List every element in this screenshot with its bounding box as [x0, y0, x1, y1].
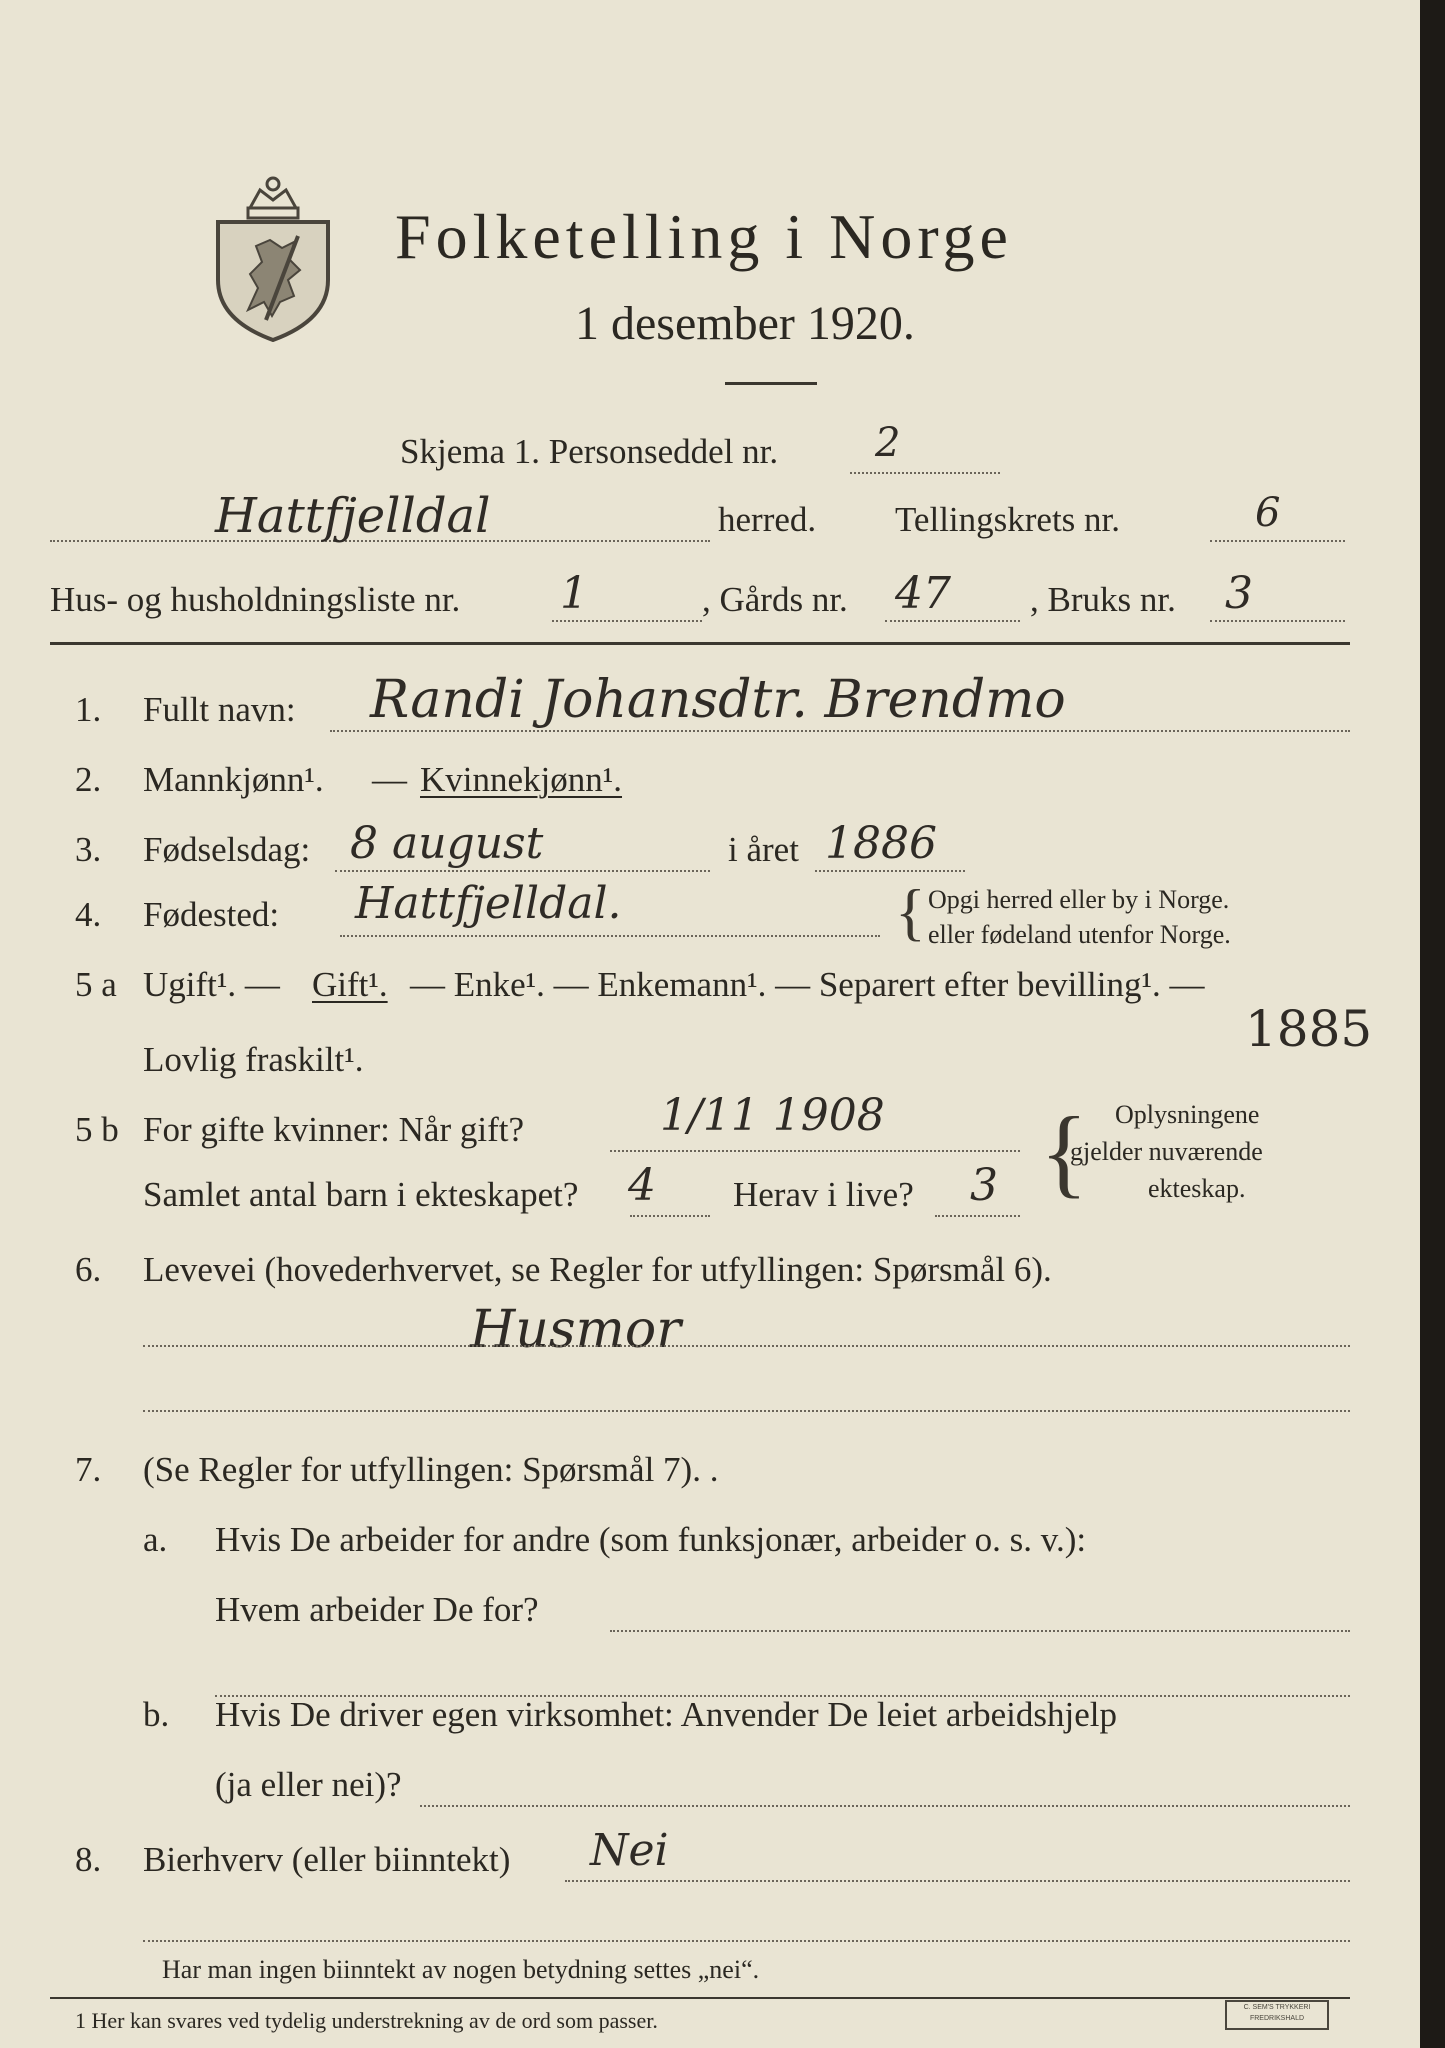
household-value[interactable]: 1: [560, 568, 588, 619]
q8-side-income[interactable]: Nei: [590, 1825, 669, 1876]
q1-label: Fullt navn:: [143, 690, 296, 729]
q3-number: 3.: [75, 830, 102, 869]
holding-value-line: [1210, 620, 1345, 622]
q5b-children-label: Samlet antal barn i ekteskapet?: [143, 1175, 579, 1214]
farm-label: , Gårds nr.: [702, 580, 848, 619]
q5b-number: 5 b: [75, 1110, 119, 1149]
q2-number: 2.: [75, 760, 102, 799]
q7a-letter: a.: [143, 1520, 168, 1559]
scan-edge: [1420, 0, 1445, 2048]
q8-line: [565, 1880, 1350, 1882]
q5b-marriage-date[interactable]: 1/11 1908: [660, 1090, 885, 1141]
footnote: 1 Her kan svares ved tydelig understrekning av de ord som passer.: [75, 2008, 658, 2033]
q7a-employer-line: [610, 1630, 1350, 1632]
q2-female-option[interactable]: Kvinnekjønn¹.: [420, 760, 623, 799]
q5b-children-line: [630, 1215, 710, 1217]
q7b-letter: b.: [143, 1695, 170, 1734]
schema-label: Skjema 1. Personseddel nr.: [400, 432, 779, 471]
q1-full-name[interactable]: Randi Johansdtr. Brendmo: [370, 670, 1066, 730]
district-label: Tellingskrets nr.: [895, 500, 1121, 539]
q4-label: Fødested:: [143, 895, 280, 934]
census-date: 1 desember 1920.: [575, 297, 915, 350]
q5b-label: For gifte kvinner: Når gift?: [143, 1110, 525, 1149]
title-divider: [725, 382, 817, 385]
q7a-label: Hvis De arbeider for andre (som funksjonær, arbeider o. s. v.):: [215, 1520, 1087, 1559]
q3-birthday[interactable]: 8 august: [350, 818, 544, 869]
q3-year-label: i året: [728, 830, 799, 869]
census-form-sheet: Folketelling i Norge 1 desember 1920. Skjema 1. Personseddel nr. 2 Hattfjelldal herred. Tellingskrets nr. 6 Hus- og husholdningsliste nr. 1 , Gårds nr. 47 , Bruks nr. 3 1. Fullt navn: Randi Johansdtr. Brendmo 2. Mannkjønn¹. — Kvinnekjønn¹. 3. Fødselsdag: 8 august i året 1886 4. Fødested: Hattfjelldal. { Opgi herred eller by i Norge. eller fødeland utenfor Norge. 5 a Ugift¹. — Gift¹. — Enke¹. — Enkemann¹. — Separert efter bevilling¹. — Lovlig fraskilt¹. 1885 5 b For gifte kvinner: Når gift? 1/11 1908 Samlet antal barn i ekteskapet? 4 Herav i live? 3 { Oplysningene gjelder nuværende ekteskap. 6. Levevei (hovederhvervet, se Regler for utfyllingen: Spørsmål 6). Husmor 7. (Se Regler for utfyllingen: Spørsmål 7). . a. Hvis De arbeider for andre (som funksjonær, arbeider o. s. v.): Hvem arbeider De for? b. Hvis De driver egen virksomhet: Anvender De leiet arbeidshjelp (ja eller nei)? 8. Bierhverv (eller biinntekt) Nei Har man ingen biinntekt av nogen betydning settes „nei“. 1 Her kan svares ved tydelig understrekning av de ord som passer. C. SEM'S TRYKKERI FREDRIKSHALD: [0, 0, 1420, 2048]
q6-line1: [143, 1345, 1350, 1347]
q1-line: [330, 730, 1350, 732]
q2-separator: —: [372, 760, 407, 799]
holding-value[interactable]: 3: [1225, 568, 1253, 619]
farm-value[interactable]: 47: [895, 568, 951, 619]
q4-birthplace[interactable]: Hattfjelldal.: [355, 878, 622, 929]
district-value-line: [1210, 540, 1345, 542]
q4-line: [340, 935, 880, 937]
q5a-divorced-option[interactable]: Lovlig fraskilt¹.: [143, 1040, 364, 1079]
norwegian-coat-of-arms-icon: [210, 170, 336, 342]
footer-divider: [50, 1997, 1350, 1999]
q6-label: Levevei (hovederhvervet, se Regler for utfyllingen: Spørsmål 6).: [143, 1250, 1052, 1289]
q7b-label: Hvis De driver egen virksomhet: Anvender De leiet arbeidshjelp: [215, 1695, 1117, 1734]
q3-line: [335, 870, 710, 872]
q5b-alive-count[interactable]: 3: [970, 1160, 998, 1211]
q4-number: 4.: [75, 895, 102, 934]
q5b-alive-line: [935, 1215, 1020, 1217]
q5a-other-options[interactable]: — Enke¹. — Enkemann¹. — Separert efter bevilling¹. —: [410, 965, 1205, 1004]
household-value-line: [552, 620, 702, 622]
q7-label: (Se Regler for utfyllingen: Spørsmål 7). .: [143, 1450, 719, 1489]
q7a-employer-label: Hvem arbeider De for?: [215, 1590, 539, 1629]
district-value[interactable]: 6: [1255, 490, 1281, 536]
q7b-yes-no-label: (ja eller nei)?: [215, 1765, 402, 1804]
q7b-answer-line: [420, 1805, 1350, 1807]
q4-note-line1: Opgi herred eller by i Norge.: [928, 885, 1230, 914]
q5b-note-line3: ekteskap.: [1148, 1174, 1246, 1203]
q5a-number: 5 a: [75, 965, 117, 1004]
form-title: Folketelling i Norge: [395, 201, 1013, 272]
q6-occupation[interactable]: Husmor: [470, 1300, 681, 1360]
q5a-margin-note: 1885: [1245, 1000, 1373, 1058]
schema-value-line: [850, 472, 1000, 474]
q5b-alive-label: Herav i live?: [733, 1175, 914, 1214]
schema-value[interactable]: 2: [875, 420, 901, 466]
q8-line2: [143, 1940, 1350, 1942]
municipality-label: herred.: [718, 500, 817, 539]
q5b-note-line2: gjelder nuværende: [1070, 1137, 1263, 1166]
q5a-unmarried-option[interactable]: Ugift¹. —: [143, 965, 280, 1004]
q5b-note-line1: Oplysningene: [1115, 1100, 1260, 1129]
printer-stamp: C. SEM'S TRYKKERI FREDRIKSHALD: [1225, 2000, 1329, 2030]
q8-label: Bierhverv (eller biinntekt): [143, 1840, 511, 1879]
header-divider: [50, 642, 1350, 645]
q3-label: Fødselsdag:: [143, 830, 311, 869]
q5b-line: [610, 1150, 1020, 1152]
q3-year-line: [815, 870, 965, 872]
q5b-children-count[interactable]: 4: [628, 1160, 656, 1211]
q6-number: 6.: [75, 1250, 102, 1289]
q6-line2: [143, 1410, 1350, 1412]
farm-value-line: [885, 620, 1020, 622]
q8-number: 8.: [75, 1840, 102, 1879]
q3-birth-year[interactable]: 1886: [825, 818, 937, 869]
holding-label: , Bruks nr.: [1030, 580, 1176, 619]
side-income-note: Har man ingen biinntekt av nogen betydning settes „nei“.: [162, 1955, 760, 1984]
q1-number: 1.: [75, 690, 102, 729]
q5a-married-option[interactable]: Gift¹.: [312, 965, 388, 1004]
household-label: Hus- og husholdningsliste nr.: [50, 580, 461, 619]
q4-note-line2: eller fødeland utenfor Norge.: [928, 920, 1231, 949]
q7-number: 7.: [75, 1450, 102, 1489]
q2-male-option[interactable]: Mannkjønn¹.: [143, 760, 324, 799]
municipality-value[interactable]: Hattfjelldal: [215, 488, 491, 544]
